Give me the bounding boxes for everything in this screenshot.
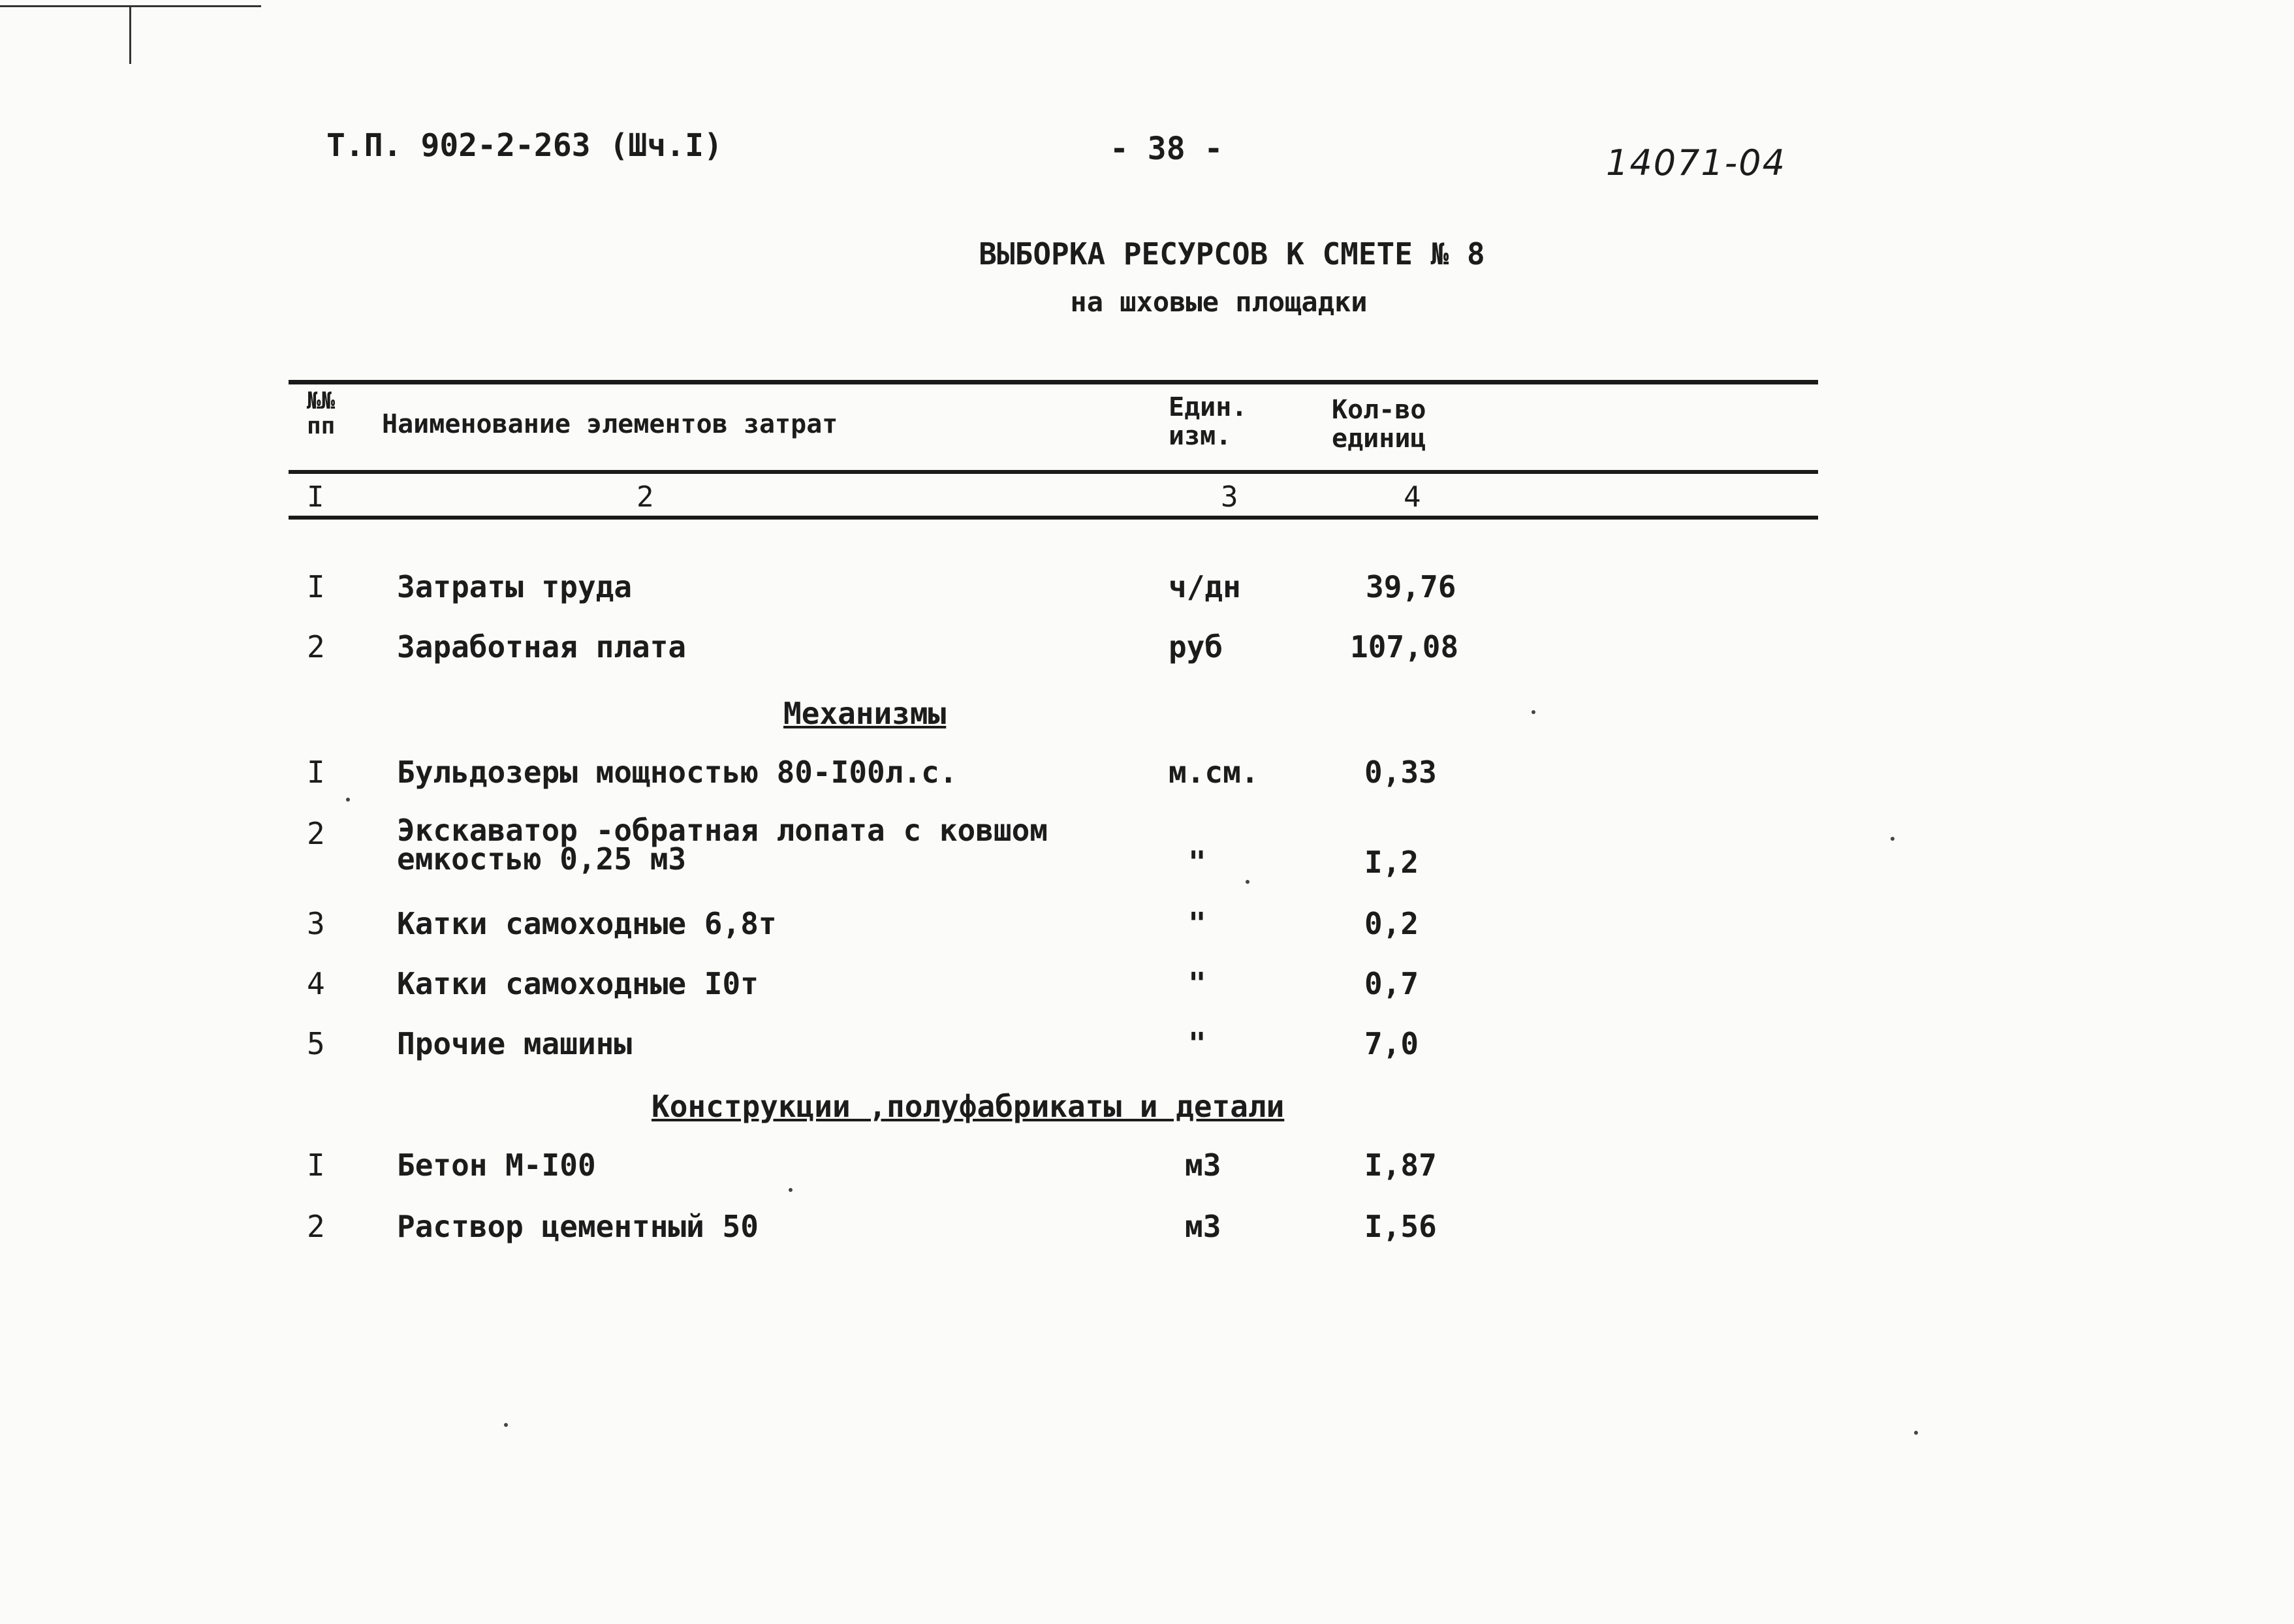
archive-code: 14071-04 [1606, 142, 1786, 183]
row-qty: I,2 [1364, 845, 1419, 880]
row-name: Катки самоходные I0т [397, 966, 759, 1001]
header-qty-text: Кол-во единиц [1332, 395, 1426, 454]
row-num: 4 [307, 966, 325, 1001]
scan-speck [1246, 880, 1249, 884]
row-name: Бетон М-I00 [397, 1148, 596, 1183]
document-reference: Т.П. 902-2-263 (Шч.I) [326, 127, 723, 164]
section-title-mechanisms: Механизмы [783, 696, 947, 731]
row-name: Раствор цементный 50 [397, 1209, 759, 1244]
table-row [0, 1209, 2294, 1248]
scan-speck [346, 798, 350, 802]
table-header-rule [289, 470, 1818, 474]
table-row [0, 906, 2294, 945]
row-qty: 7,0 [1364, 1026, 1419, 1061]
table-row [0, 1026, 2294, 1065]
table-row [0, 629, 2294, 668]
header-name: Наименование элементов затрат [382, 409, 838, 439]
table-row [0, 1148, 2294, 1187]
row-name-line: Экскаватор -обратная лопата с ковшом [397, 813, 1048, 848]
row-unit: " [1188, 906, 1206, 941]
scan-speck [789, 1188, 793, 1192]
row-unit: ч/дн [1169, 569, 1241, 604]
page-number: - 38 - [1110, 131, 1223, 167]
row-unit: " [1188, 1026, 1206, 1061]
header-num-text: №№ пп [307, 388, 336, 439]
row-name [397, 813, 1048, 877]
row-num: 2 [307, 816, 325, 851]
corner-mark [129, 5, 131, 64]
row-unit: м3 [1185, 1209, 1221, 1244]
scan-speck [1914, 1431, 1918, 1435]
row-num: 3 [307, 906, 325, 941]
column-number: 3 [1221, 480, 1238, 514]
header-num [307, 389, 346, 439]
row-qty: I,56 [1364, 1209, 1437, 1244]
table-row [0, 966, 2294, 1005]
row-name: Затраты труда [397, 569, 633, 604]
column-number: 4 [1404, 480, 1421, 514]
row-unit: м3 [1185, 1148, 1221, 1183]
table-row [0, 569, 2294, 608]
row-name: Бульдозеры мощностью 80-I00л.с. [397, 755, 958, 790]
row-num: I [307, 755, 325, 790]
row-name: Заработная плата [397, 629, 687, 664]
page-subtitle: на шховые площадки [1070, 286, 1368, 318]
row-qty: 39,76 [1366, 569, 1456, 604]
scan-speck [504, 1423, 508, 1427]
row-num: 2 [307, 629, 325, 664]
row-qty: 0,7 [1364, 966, 1419, 1001]
row-qty: I,87 [1364, 1148, 1437, 1183]
scan-speck [1891, 837, 1894, 841]
row-unit: " [1188, 845, 1206, 880]
header-unit-text: Един. изм. [1169, 392, 1248, 451]
row-num: 2 [307, 1209, 325, 1244]
row-name: Катки самоходные 6,8т [397, 906, 777, 941]
header-qty [1332, 396, 1475, 453]
row-qty: 0,33 [1364, 755, 1437, 790]
table-row [0, 755, 2294, 794]
row-num: I [307, 569, 325, 604]
row-name: Прочие машины [397, 1026, 633, 1061]
row-unit: " [1188, 966, 1206, 1001]
column-number: I [307, 480, 324, 514]
row-name-line: емкостью 0,25 м3 [397, 841, 687, 877]
column-number: 2 [636, 480, 654, 514]
scan-speck [1532, 710, 1535, 714]
section-title-constructions: Конструкции ,полуфабрикаты и детали [652, 1089, 1285, 1124]
table-row [0, 813, 2294, 888]
table-top-rule [289, 380, 1818, 384]
row-qty: 107,08 [1350, 629, 1459, 664]
row-num: 5 [307, 1026, 325, 1061]
row-unit: руб [1169, 629, 1223, 664]
row-qty: 0,2 [1364, 906, 1419, 941]
header-unit [1169, 393, 1280, 450]
page-title: ВЫБОРКА РЕСУРСОВ К СМЕТЕ № 8 [979, 236, 1485, 272]
row-unit: м.см. [1169, 755, 1259, 790]
table-column-number-rule [289, 516, 1818, 520]
row-num: I [307, 1148, 325, 1183]
